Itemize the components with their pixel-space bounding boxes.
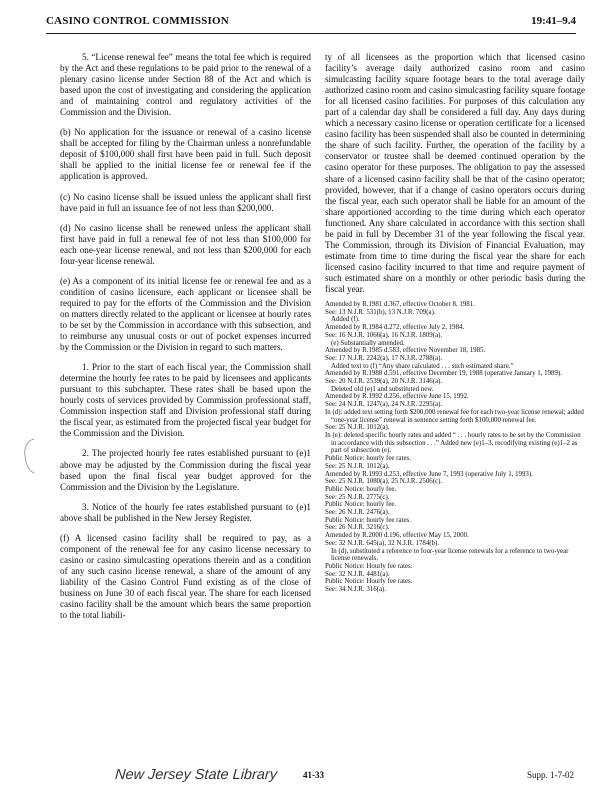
left-column	[60, 52, 311, 630]
paragraph-f: (f) A licensed casino facility shall be required to pay, as a component of the renewal fee for any casino license necessary to casino or casino simulcasting operations therein and as a condition of any such casino license renewal, a share of the amount of any liability of the Casino Control Fund existing as of the close of business on June 30 of each fiscal year. The share for each licensed casino facility shall be the amount which bears the same proportion to the total liabili-	[60, 532, 311, 621]
history-note: See: 26 N.J.R. 3216(c).	[325, 524, 390, 532]
right-column	[325, 52, 585, 594]
history-note: (e) Substantially amended.	[331, 339, 405, 347]
header-section-number: 19:41–9.4	[531, 15, 576, 27]
paragraph-d: (d) No casino license shall be renewed unless the applicant shall first have paid in full a renewal fee of not less than $100,000 for each one-year license renewal, and not less than $200,000 for each four-year license renewal.	[60, 222, 311, 266]
history-note: See: 25 N.J.R. 2775(c).	[325, 493, 390, 501]
history-note: Added (f).	[331, 316, 360, 324]
history-note: See: 25 N.J.R. 1080(a), 25 N.J.R. 2506(c).	[325, 478, 443, 486]
history-note: Public Notice: Hourly fee rates.	[325, 578, 413, 586]
library-stamp: New Jersey State Library	[114, 767, 278, 783]
punch-hole-mark	[22, 437, 36, 475]
history-note: Amended by R.1988 d.591, effective December 19, 1988 (operative January 1, 1989).	[325, 370, 562, 378]
history-note: See: 13 N.J.R. 531(b), 13 N.J.R. 709(a).	[325, 308, 436, 316]
history-note: See: 32 N.J.R. 645(a), 32 N.J.R. 1784(b).	[325, 539, 440, 547]
history-note: Amended by R.1984 d.272, effective July 2, 1984.	[325, 324, 465, 332]
supplement-date: Supp. 1-7-02	[527, 770, 574, 780]
header-title: CASINO CONTROL COMMISSION	[46, 15, 229, 27]
history-note: Public Notice: hourly fee.	[325, 485, 397, 493]
history-note: Amended by R.2000 d.196, effective May 15, 2000.	[325, 532, 469, 540]
history-note: See: 26 N.J.R. 2476(a).	[325, 509, 390, 517]
history-note: See: 17 N.J.R. 2242(a), 17 N.J.R. 2788(a).	[325, 354, 443, 362]
running-header	[46, 13, 576, 34]
history-note: In (e): deleted specific hourly rates and added “ . . . hourly rates to be set by the Commission in accordance with this subsection . . .” Added new (e)1–3, recodifying existing (e)1–2 as part of subsection (e).	[325, 431, 581, 455]
paragraph-e1: 1. Prior to the start of each fiscal year, the Commission shall determine the hourly fee rates to be paid by licensees and applicants pursuant to this subchapter. These rates shall be based upon the hourly costs of services provided by Commission professional staff, Commission inspection staff and Division professional staff during the fiscal year, as estimated from the projected fiscal year budget for the Commission and the Division.	[60, 362, 311, 439]
paragraph-c: (c) No casino license shall be issued unless the applicant shall first have paid in full an issuance fee of not less than $200,000.	[60, 191, 311, 213]
definition-license-renewal-fee: 5. “License renewal fee” means the total fee which is required by the Act and these regulations to be paid prior to the renewal of a plenary casino license under Section 88 of the Act and which is based upon the cost of investigating and considering the application and of maintaining control and regulatory activities of the Commission and the Division.	[60, 52, 311, 118]
history-note: Public Notice: hourly fee rates.	[325, 455, 411, 463]
history-note: In (d), substituted a reference to four-year license renewals for a reference to two-year license renewals.	[331, 547, 569, 563]
paragraph-e2: 2. The projected hourly fee rates established pursuant to (e)1 above may be adjusted by the Commission during the fiscal year based upon the final fiscal year budget approved for the Commission and the Division by the Legislature.	[60, 448, 311, 492]
history-note: Deleted old (e)1 and substituted new.	[331, 385, 434, 393]
paragraph-b: (b) No application for the issuance or renewal of a casino license shall be accepted for filing by the Chairman unless a nonrefundable deposit of $100,000 shall first have been paid in full. Such deposit shall be applied to the initial license fee or renewal fee if the application is approved.	[60, 127, 311, 182]
history-note: Public Notice: Hourly fee rates.	[325, 562, 413, 570]
page-footer	[0, 766, 616, 790]
history-note: See: 20 N.J.R. 2539(a), 20 N.J.R. 3146(a).	[325, 378, 443, 386]
paragraph-f-continued: ty of all licensees as the proportion which that licensed casino facility’s average daily authorized casino room and casino simulcasting facility square footage bears to the total average daily authorized casino room and casino simulcasting facility square footage for all licensed casino facilities. For purposes of this calculation any part of a calendar day shall be considered a full day. Any days during which a necessary casino license or operation certificate for a licensed casino facility has been suspended shall also be counted in determining the share of such facility. Further, the operation of the facility by a conservator or trustee shall be deemed continued operation by the casino operator for these purposes. The obligation to pay the assessed share of a licensed casino facility shall be that of the casino operator; provided, however, that if a change of casino operators occurs during the fiscal year, each such operator shall be liable for an amount of the share apportioned according to the time during which each operator functioned. Any share calculated in accordance with this section shall be paid in full by December 31 of the year following the fiscal year. The Commission, through its Division of Financial Evaluation, may estimate from time to time during the fiscal year the share for each licensed casino facility incurred to that time and require payment of such estimated share on a monthly or other periodic basis during the fiscal year.	[325, 52, 585, 294]
history-note: In (d): added text setting forth $200,000 renewal fee for each two-year license renewal; added “one-year license” renewal in sentence setting forth $100,000 renewal fee.	[325, 408, 584, 424]
history-note: See: 25 N.J.R. 1012(a).	[325, 424, 390, 432]
history-note: Added text to (f) “Any share calculated . . . such estimated share.”	[331, 362, 514, 370]
history-note: Amended by R.1985 d.583, effective November 18, 1985.	[325, 347, 486, 355]
paragraph-e3: 3. Notice of the hourly fee rates established pursuant to (e)1 above shall be published in the New Jersey Register.	[60, 501, 311, 523]
history-notes	[325, 301, 585, 594]
history-note: Public Notice: hourly fee rates.	[325, 516, 411, 524]
history-note: Amended by R.1993 d.253, effective June 7, 1993 (operative July 1, 1993).	[325, 470, 533, 478]
history-note: See: 16 N.J.R. 1066(a), 16 N.J.R. 1809(a).	[325, 331, 443, 339]
history-note: See: 24 N.J.R. 1247(a), 24 N.J.R. 2295(a).	[325, 401, 443, 409]
paragraph-e: (e) As a component of its initial license fee or renewal fee and as a condition of casino licensure, each applicant or licensee shall be required to pay for the efforts of the Commission and the Division on matters directly related to the applicant or licensee at hourly rates to be set by the Commission in accordance with this subsection, and to reimburse any unusual costs or out of pocket expenses incurred by the Commission or the Division in regard to such matters.	[60, 275, 311, 353]
history-note: See: 34 N.J.R. 316(a).	[325, 586, 387, 594]
history-note: Public Notice: hourly fee.	[325, 501, 397, 509]
page-number: 41-33	[303, 770, 324, 780]
history-note: Amended by R.1992 d.256, effective June 15, 1992.	[325, 393, 469, 401]
history-note: See: 32 N.J.R. 4481(a).	[325, 570, 390, 578]
history-note: Amended by R.1981 d.367, effective October 8, 1981.	[325, 301, 475, 309]
history-note: See: 25 N.J.R. 1012(a).	[325, 462, 390, 470]
